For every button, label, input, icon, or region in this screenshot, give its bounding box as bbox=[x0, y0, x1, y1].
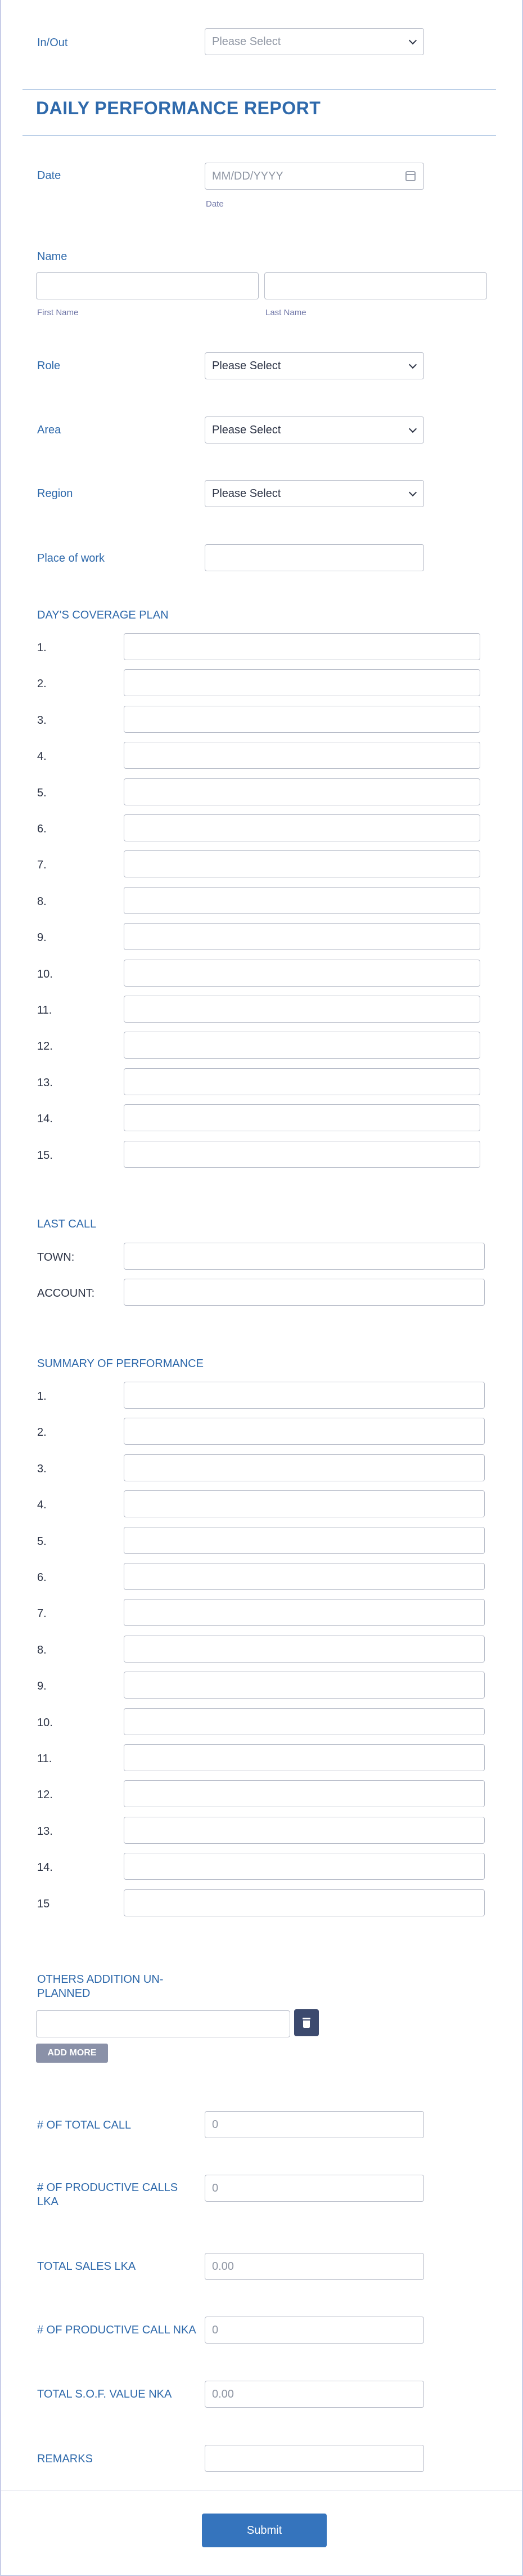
summary-row-label: 7. bbox=[37, 1607, 47, 1620]
productive-lka-label-line2: LKA bbox=[37, 2196, 58, 2208]
coverage-plan-row-label: 5. bbox=[37, 786, 47, 799]
in-out-select[interactable] bbox=[205, 28, 424, 55]
coverage-plan-row-label: 11. bbox=[37, 1004, 52, 1016]
region-select[interactable] bbox=[205, 480, 424, 507]
summary-row-label: 2. bbox=[37, 1426, 47, 1439]
productive-lka-placeholder: 0 bbox=[212, 2182, 219, 2194]
last-name-sublabel: Last Name bbox=[265, 308, 306, 317]
summary-row-label: 10. bbox=[37, 1716, 53, 1729]
last-name-input[interactable] bbox=[264, 272, 487, 299]
coverage-plan-row-label: 15. bbox=[37, 1149, 53, 1162]
summary-row-label: 11. bbox=[37, 1753, 52, 1765]
others-input[interactable] bbox=[36, 2010, 290, 2037]
calendar-icon[interactable] bbox=[405, 171, 416, 181]
account-input[interactable] bbox=[124, 1279, 485, 1306]
coverage-plan-row-input[interactable] bbox=[124, 706, 480, 733]
summary-row-label: 6. bbox=[37, 1571, 47, 1584]
summary-row-input[interactable] bbox=[124, 1817, 485, 1844]
sof-nka-label: TOTAL S.O.F. VALUE NKA bbox=[37, 2388, 172, 2400]
summary-row-label: 15 bbox=[37, 1897, 50, 1910]
coverage-plan-row-input[interactable] bbox=[124, 850, 480, 877]
coverage-plan-row-input[interactable] bbox=[124, 669, 480, 696]
area-select[interactable] bbox=[205, 416, 424, 443]
summary-row-input[interactable] bbox=[124, 1889, 485, 1916]
remarks-label: REMARKS bbox=[37, 2453, 93, 2465]
summary-row-label: 4. bbox=[37, 1499, 47, 1512]
place-of-work-label: Place of work bbox=[37, 552, 105, 565]
summary-row-input[interactable] bbox=[124, 1780, 485, 1807]
first-name-input[interactable] bbox=[36, 272, 259, 299]
summary-row-input[interactable] bbox=[124, 1744, 485, 1771]
summary-row-input[interactable] bbox=[124, 1708, 485, 1735]
trash-icon bbox=[303, 2018, 310, 2019]
coverage-plan-row-input[interactable] bbox=[124, 996, 480, 1023]
coverage-plan-row-label: 10. bbox=[37, 967, 53, 980]
summary-row-label: 14. bbox=[37, 1861, 53, 1874]
chevron-down-icon bbox=[409, 425, 417, 433]
summary-row-label: 13. bbox=[37, 1825, 53, 1838]
region-label: Region bbox=[37, 487, 73, 500]
role-label: Role bbox=[37, 360, 61, 372]
divider-top bbox=[22, 89, 496, 90]
town-label: TOWN: bbox=[37, 1251, 75, 1264]
summary-heading: SUMMARY OF PERFORMANCE bbox=[37, 1358, 204, 1370]
productive-nka-label: # OF PRODUCTIVE CALL NKA bbox=[37, 2324, 196, 2336]
trash-icon-body bbox=[303, 2021, 310, 2028]
in-out-label: In/Out bbox=[37, 37, 68, 49]
coverage-plan-row-input[interactable] bbox=[124, 1068, 480, 1095]
summary-row-label: 9. bbox=[37, 1680, 47, 1693]
role-select[interactable] bbox=[205, 352, 424, 379]
date-sublabel: Date bbox=[206, 199, 224, 209]
summary-row-input[interactable] bbox=[124, 1418, 485, 1445]
sof-nka-placeholder: 0.00 bbox=[212, 2388, 234, 2400]
total-sales-lka-placeholder: 0.00 bbox=[212, 2260, 234, 2273]
productive-nka-placeholder: 0 bbox=[212, 2324, 219, 2336]
summary-row-input[interactable] bbox=[124, 1672, 485, 1699]
summary-row-input[interactable] bbox=[124, 1382, 485, 1409]
role-value: Please Select bbox=[212, 360, 281, 372]
coverage-plan-row-input[interactable] bbox=[124, 887, 480, 914]
summary-row-input[interactable] bbox=[124, 1563, 485, 1590]
account-label: ACCOUNT: bbox=[37, 1287, 95, 1300]
coverage-plan-row-input[interactable] bbox=[124, 1141, 480, 1168]
add-more-button[interactable]: ADD MORE bbox=[36, 2044, 108, 2063]
region-value: Please Select bbox=[212, 487, 281, 500]
sof-nka-input[interactable] bbox=[205, 2381, 424, 2408]
total-call-label: # OF TOTAL CALL bbox=[37, 2119, 132, 2131]
summary-row-label: 5. bbox=[37, 1535, 47, 1548]
summary-row-label: 1. bbox=[37, 1390, 47, 1403]
first-name-sublabel: First Name bbox=[37, 308, 79, 317]
area-value: Please Select bbox=[212, 424, 281, 436]
productive-lka-input[interactable] bbox=[205, 2175, 424, 2202]
area-label: Area bbox=[37, 424, 61, 436]
coverage-plan-row-input[interactable] bbox=[124, 778, 480, 805]
others-label-line2: PLANNED bbox=[37, 1987, 91, 2000]
coverage-plan-row-input[interactable] bbox=[124, 814, 480, 841]
divider-bottom bbox=[22, 135, 496, 136]
summary-row-input[interactable] bbox=[124, 1490, 485, 1517]
footer-divider bbox=[1, 2490, 522, 2491]
date-placeholder: MM/DD/YYYY bbox=[212, 170, 283, 182]
coverage-plan-row-label: 3. bbox=[37, 714, 47, 727]
productive-nka-input[interactable] bbox=[205, 2317, 424, 2344]
place-of-work-input[interactable] bbox=[205, 544, 424, 571]
coverage-plan-row-label: 7. bbox=[37, 859, 47, 872]
town-input[interactable] bbox=[124, 1243, 485, 1270]
coverage-plan-row-input[interactable] bbox=[124, 960, 480, 987]
coverage-plan-row-input[interactable] bbox=[124, 633, 480, 660]
summary-row-input[interactable] bbox=[124, 1527, 485, 1554]
chevron-down-icon bbox=[409, 489, 417, 496]
in-out-placeholder: Please Select bbox=[212, 35, 281, 48]
summary-row-label: 12. bbox=[37, 1789, 53, 1802]
coverage-plan-row-input[interactable] bbox=[124, 923, 480, 950]
coverage-plan-heading: DAY'S COVERAGE PLAN bbox=[37, 609, 169, 621]
total-sales-lka-label: TOTAL SALES LKA bbox=[37, 2260, 136, 2273]
total-call-placeholder: 0 bbox=[212, 2118, 219, 2131]
others-label-line1: OTHERS ADDITION UN- bbox=[37, 1973, 164, 1986]
productive-lka-label-line1: # OF PRODUCTIVE CALLS bbox=[37, 2181, 178, 2194]
coverage-plan-row-label: 14. bbox=[37, 1113, 53, 1126]
delete-row-button[interactable] bbox=[294, 2009, 319, 2036]
summary-row-label: 3. bbox=[37, 1462, 47, 1475]
last-call-heading: LAST CALL bbox=[37, 1218, 97, 1230]
total-sales-lka-input[interactable] bbox=[205, 2253, 424, 2280]
submit-button[interactable]: Submit bbox=[202, 2514, 327, 2547]
summary-row-input[interactable] bbox=[124, 1853, 485, 1880]
chevron-down-icon bbox=[409, 361, 417, 369]
name-label: Name bbox=[37, 250, 67, 263]
summary-row-label: 8. bbox=[37, 1643, 47, 1656]
date-label: Date bbox=[37, 169, 61, 182]
coverage-plan-row-label: 2. bbox=[37, 678, 47, 691]
remarks-input[interactable] bbox=[205, 2445, 424, 2472]
coverage-plan-row-label: 13. bbox=[37, 1076, 53, 1089]
coverage-plan-row-label: 6. bbox=[37, 823, 47, 835]
form-title: DAILY PERFORMANCE REPORT bbox=[36, 98, 321, 118]
coverage-plan-row-label: 9. bbox=[37, 931, 47, 944]
date-input[interactable] bbox=[205, 163, 424, 190]
coverage-plan-row-label: 1. bbox=[37, 642, 47, 654]
summary-row-input[interactable] bbox=[124, 1454, 485, 1481]
chevron-down-icon bbox=[409, 37, 417, 44]
coverage-plan-row-label: 4. bbox=[37, 750, 47, 763]
summary-row-input[interactable] bbox=[124, 1636, 485, 1663]
coverage-plan-row-label: 8. bbox=[37, 895, 47, 908]
coverage-plan-row-label: 12. bbox=[37, 1040, 53, 1053]
coverage-plan-row-input[interactable] bbox=[124, 742, 480, 769]
coverage-plan-row-input[interactable] bbox=[124, 1032, 480, 1059]
summary-row-input[interactable] bbox=[124, 1599, 485, 1626]
total-call-input[interactable] bbox=[205, 2111, 424, 2138]
coverage-plan-row-input[interactable] bbox=[124, 1104, 480, 1131]
